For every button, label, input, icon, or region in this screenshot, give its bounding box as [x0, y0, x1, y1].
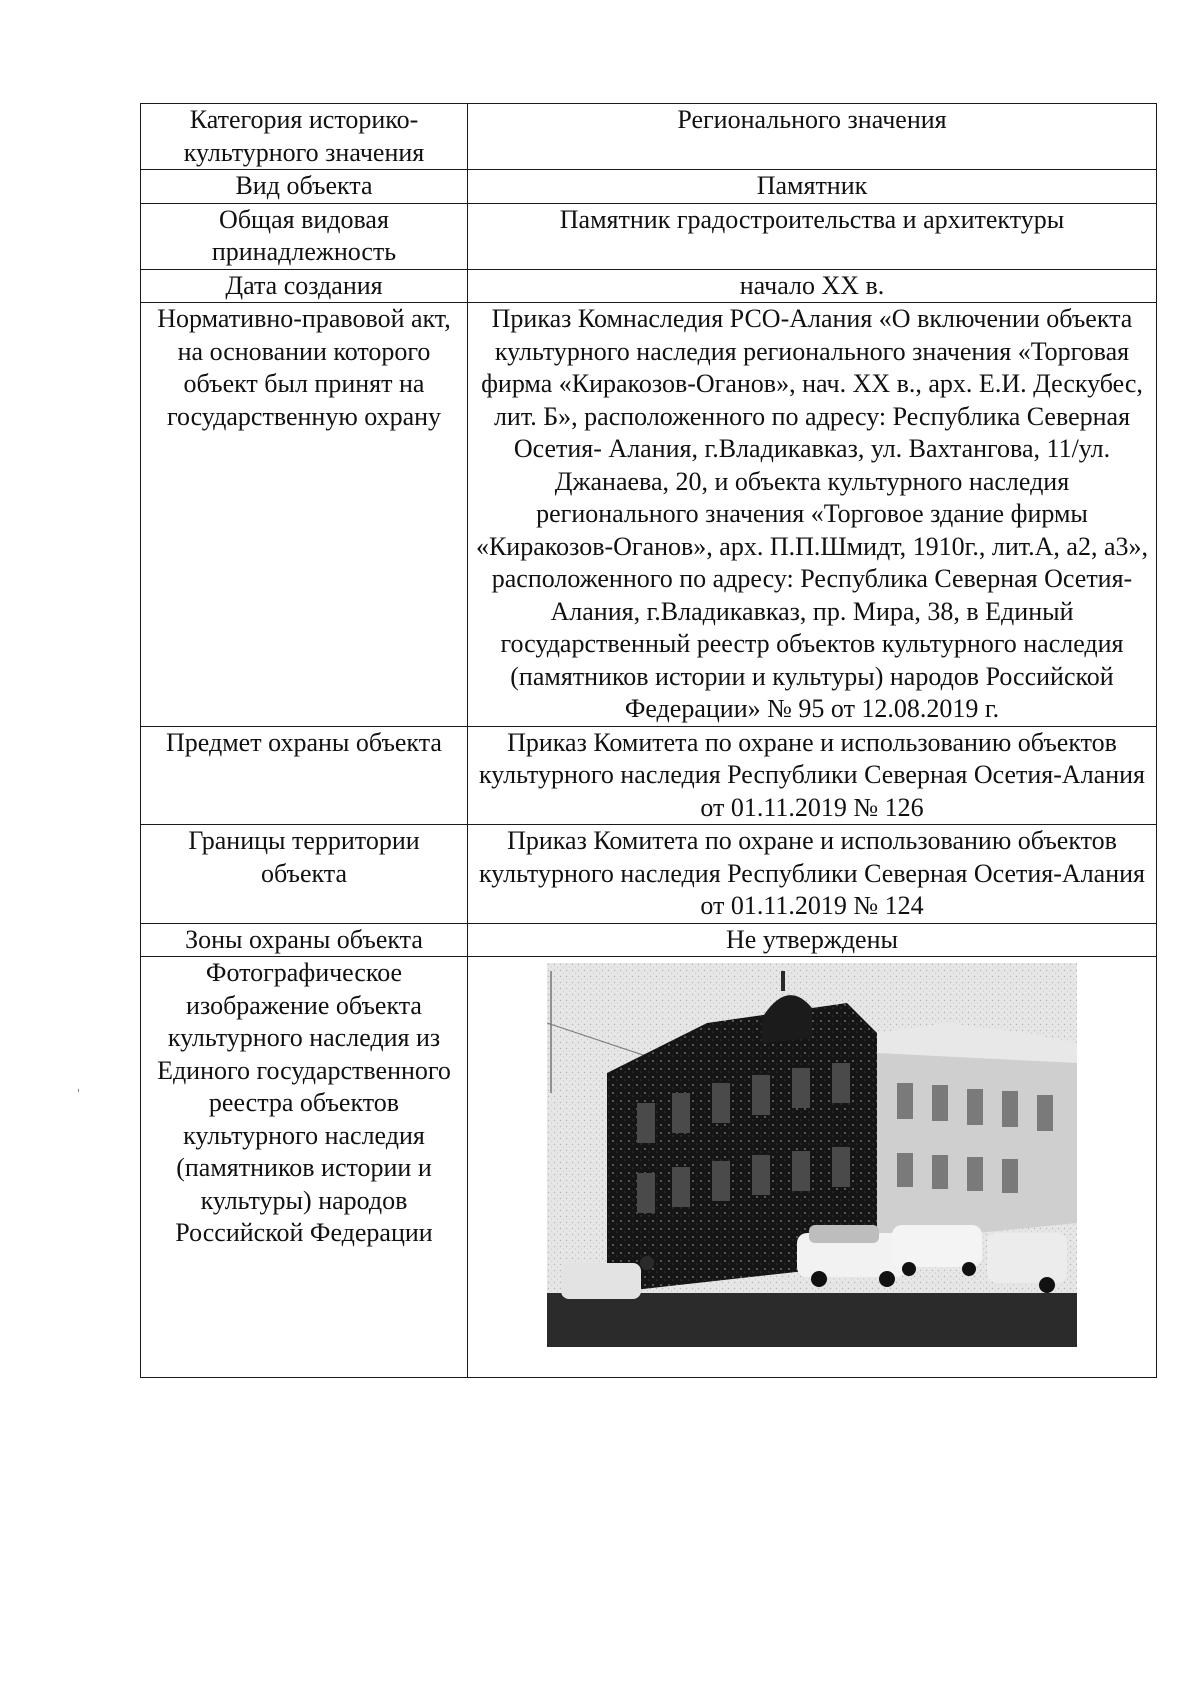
- building-photo: [547, 963, 1077, 1347]
- table-row: [141, 923, 1157, 957]
- row-label-category: Категория историко-культурного значения: [141, 104, 468, 170]
- table-row: [141, 726, 1157, 825]
- object-info-table: [140, 103, 1157, 1378]
- row-value-protection-zones: Не утверждены: [468, 923, 1157, 957]
- row-value-species-affiliation: Памятник градостроительства и архитектуры: [468, 203, 1157, 269]
- scan-artifact: [78, 1089, 79, 1092]
- row-label-creation-date: Дата создания: [141, 269, 468, 303]
- row-label-species-affiliation: Общая видовая принадлежность: [141, 203, 468, 269]
- row-value-protection-subject: Приказ Комитета по охране и использованию объектов культурного наследия Республики Северная Осетия-Алания от 01.11.2019 № 126: [468, 726, 1157, 825]
- row-label-photo: Фотографическое изображение объекта культурного наследия из Единого государственного реестра объектов культурного наследия (памятников истории и культуры) народов Российской Федерации: [141, 957, 468, 1378]
- row-value-object-type: Памятник: [468, 170, 1157, 204]
- table-row: [141, 203, 1157, 269]
- table-row: [141, 303, 1157, 727]
- row-label-protection-zones: Зоны охраны объекта: [141, 923, 468, 957]
- building-photo-icon: [547, 963, 1077, 1347]
- row-value-photo: [468, 957, 1157, 1378]
- row-label-legal-act: Нормативно-правовой акт, на основании которого объект был принят на государственную охрану: [141, 303, 468, 727]
- row-label-territory-borders: Границы территории объекта: [141, 825, 468, 924]
- row-value-legal-act: Приказ Комнаследия РСО-Алания «О включении объекта культурного наследия регионального значения «Торговая фирма «Киракозов-Оганов», нач. XX в., арх. Е.И. Дескубес, лит. Б», расположенного по адресу: Республика Северная Осетия- Алания, г.Владикавказ, ул. Вахтангова, 11/ул. Джанаева, 20, и объекта культурного наследия регионального значения «Торговое здание фирмы «Киракозов-Оганов», арх. П.П.Шмидт, 1910г., лит.А, а2, а3», расположенного по адресу: Республика Северная Осетия-Алания, г.Владикавказ, пр. Мира, 38, в Единый государственный реестр объектов культурного наследия (памятников истории и культуры) народов Российской Федерации» № 95 от 12.08.2019 г.: [468, 303, 1157, 727]
- row-value-category: Регионального значения: [468, 104, 1157, 170]
- row-label-protection-subject: Предмет охраны объекта: [141, 726, 468, 825]
- row-value-territory-borders: Приказ Комитета по охране и использованию объектов культурного наследия Республики Северная Осетия-Алания от 01.11.2019 № 124: [468, 825, 1157, 924]
- row-value-creation-date: начало XX в.: [468, 269, 1157, 303]
- row-label-object-type: Вид объекта: [141, 170, 468, 204]
- table-row: [141, 269, 1157, 303]
- table-row: [141, 170, 1157, 204]
- table-row: [141, 825, 1157, 924]
- table-row: [141, 104, 1157, 170]
- table-row: [141, 957, 1157, 1378]
